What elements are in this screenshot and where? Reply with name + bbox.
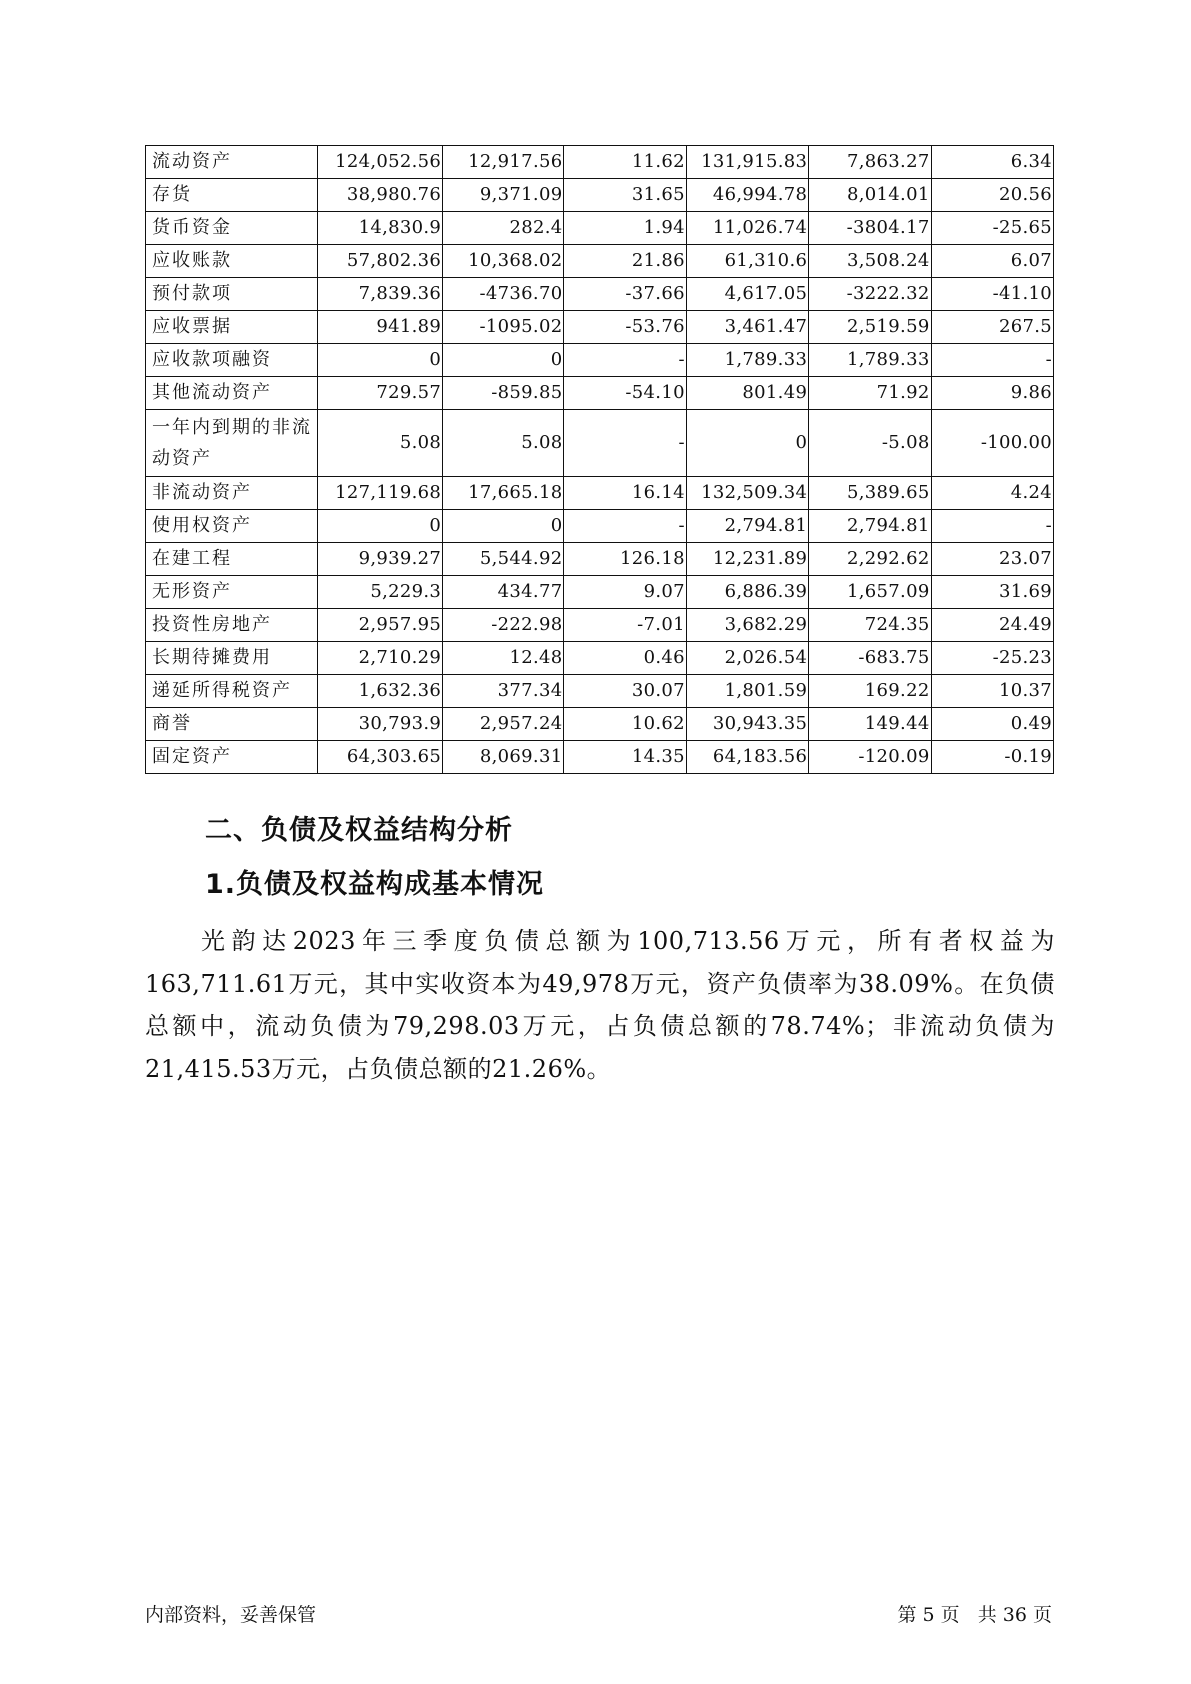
cell-c2: 8,069.31: [443, 741, 564, 774]
cell-c6: -25.65: [931, 212, 1053, 245]
cell-c1: 7,839.36: [317, 278, 443, 311]
cell-c4: 3,461.47: [686, 311, 808, 344]
table-row: [146, 708, 1054, 741]
cell-c6: -25.23: [931, 642, 1053, 675]
cell-c2: 5.08: [443, 410, 564, 477]
cell-c3: 10.62: [564, 708, 686, 741]
cell-c4: 30,943.35: [686, 708, 808, 741]
cell-c2: 9,371.09: [443, 179, 564, 212]
cell-c2: -859.85: [443, 377, 564, 410]
row-label: 使用权资产: [146, 510, 318, 543]
cell-c1: 57,802.36: [317, 245, 443, 278]
cell-c3: 1.94: [564, 212, 686, 245]
table-row: [146, 344, 1054, 377]
cell-c2: 377.34: [443, 675, 564, 708]
cell-c3: 21.86: [564, 245, 686, 278]
cell-c1: 5.08: [317, 410, 443, 477]
table-body: [146, 146, 1054, 774]
row-label: 预付款项: [146, 278, 318, 311]
cell-c5: 724.35: [809, 609, 931, 642]
table-row: [146, 245, 1054, 278]
cell-c1: 124,052.56: [317, 146, 443, 179]
section-subheading: 1.负债及权益构成基本情况: [205, 869, 545, 900]
row-label: 商誉: [146, 708, 318, 741]
cell-c5: -683.75: [809, 642, 931, 675]
table-row: [146, 146, 1054, 179]
cell-c4: 64,183.56: [686, 741, 808, 774]
cell-c1: 5,229.3: [317, 576, 443, 609]
footer-confidential-note: 内部资料，妥善保管: [145, 1604, 317, 1626]
cell-c5: -5.08: [809, 410, 931, 477]
cell-c1: 0: [317, 344, 443, 377]
row-label: 非流动资产: [146, 477, 318, 510]
cell-c1: 941.89: [317, 311, 443, 344]
cell-c6: 0.49: [931, 708, 1053, 741]
row-label: 货币资金: [146, 212, 318, 245]
cell-c4: 2,026.54: [686, 642, 808, 675]
cell-c3: 11.62: [564, 146, 686, 179]
cell-c1: 2,710.29: [317, 642, 443, 675]
cell-c1: 64,303.65: [317, 741, 443, 774]
cell-c3: 126.18: [564, 543, 686, 576]
table-row: [146, 741, 1054, 774]
cell-c2: 282.4: [443, 212, 564, 245]
cell-c6: -41.10: [931, 278, 1053, 311]
cell-c2: 17,665.18: [443, 477, 564, 510]
cell-c6: -0.19: [931, 741, 1053, 774]
cell-c4: 1,789.33: [686, 344, 808, 377]
cell-c3: 14.35: [564, 741, 686, 774]
cell-c6: 31.69: [931, 576, 1053, 609]
cell-c4: 0: [686, 410, 808, 477]
cell-c3: -: [564, 510, 686, 543]
row-label: 应收票据: [146, 311, 318, 344]
table-row: [146, 212, 1054, 245]
row-label: 存货: [146, 179, 318, 212]
cell-c5: -3222.32: [809, 278, 931, 311]
row-label: 流动资产: [146, 146, 318, 179]
cell-c2: 434.77: [443, 576, 564, 609]
row-label: 应收账款: [146, 245, 318, 278]
cell-c2: -222.98: [443, 609, 564, 642]
cell-c2: 0: [443, 510, 564, 543]
cell-c3: -: [564, 410, 686, 477]
cell-c1: 1,632.36: [317, 675, 443, 708]
row-label: 递延所得税资产: [146, 675, 318, 708]
cell-c3: -7.01: [564, 609, 686, 642]
row-label: 长期待摊费用: [146, 642, 318, 675]
cell-c4: 61,310.6: [686, 245, 808, 278]
table-row: [146, 576, 1054, 609]
cell-c4: 3,682.29: [686, 609, 808, 642]
table-row: [146, 642, 1054, 675]
cell-c3: 16.14: [564, 477, 686, 510]
table-row: [146, 609, 1054, 642]
cell-c4: 131,915.83: [686, 146, 808, 179]
cell-c6: -: [931, 510, 1053, 543]
table-row: [146, 675, 1054, 708]
cell-c6: 20.56: [931, 179, 1053, 212]
cell-c5: 149.44: [809, 708, 931, 741]
cell-c4: 46,994.78: [686, 179, 808, 212]
cell-c6: 23.07: [931, 543, 1053, 576]
cell-c1: 30,793.9: [317, 708, 443, 741]
table-row: [146, 377, 1054, 410]
cell-c2: -4736.70: [443, 278, 564, 311]
body-paragraph: 光韵达2023年三季度负债总额为100,713.56万元，所有者权益为163,711.61万元，其中实收资本为49,978万元，资产负债率为38.09%。在负债总额中，流动负债为79,298.03万元，占负债总额的78.74%；非流动负债为21,415.53万元，占负债总额的21.26%。: [145, 927, 1055, 1083]
cell-c3: 30.07: [564, 675, 686, 708]
cell-c3: -: [564, 344, 686, 377]
cell-c1: 38,980.76: [317, 179, 443, 212]
table-row: [146, 477, 1054, 510]
row-label: 一年内到期的非流动资产: [146, 410, 318, 477]
cell-c1: 0: [317, 510, 443, 543]
cell-c6: -: [931, 344, 1053, 377]
cell-c5: 7,863.27: [809, 146, 931, 179]
cell-c6: 24.49: [931, 609, 1053, 642]
cell-c6: 10.37: [931, 675, 1053, 708]
cell-c5: 2,794.81: [809, 510, 931, 543]
cell-c4: 4,617.05: [686, 278, 808, 311]
row-label: 固定资产: [146, 741, 318, 774]
footer-page-number: 第 5 页 共 36 页: [897, 1604, 1052, 1626]
cell-c2: 5,544.92: [443, 543, 564, 576]
asset-change-table: [145, 145, 1054, 774]
cell-c6: 4.24: [931, 477, 1053, 510]
cell-c4: 1,801.59: [686, 675, 808, 708]
cell-c5: -120.09: [809, 741, 931, 774]
table-row: [146, 179, 1054, 212]
table-row: [146, 543, 1054, 576]
row-label: 投资性房地产: [146, 609, 318, 642]
cell-c5: -3804.17: [809, 212, 931, 245]
cell-c5: 8,014.01: [809, 179, 931, 212]
cell-c6: 267.5: [931, 311, 1053, 344]
cell-c4: 801.49: [686, 377, 808, 410]
cell-c6: 6.34: [931, 146, 1053, 179]
cell-c1: 14,830.9: [317, 212, 443, 245]
cell-c2: 0: [443, 344, 564, 377]
row-label: 应收款项融资: [146, 344, 318, 377]
cell-c2: 12.48: [443, 642, 564, 675]
cell-c5: 71.92: [809, 377, 931, 410]
cell-c1: 2,957.95: [317, 609, 443, 642]
cell-c3: -37.66: [564, 278, 686, 311]
cell-c2: 12,917.56: [443, 146, 564, 179]
cell-c5: 169.22: [809, 675, 931, 708]
cell-c5: 1,789.33: [809, 344, 931, 377]
section-heading: 二、负债及权益结构分析: [205, 815, 513, 846]
cell-c3: 31.65: [564, 179, 686, 212]
table-row: [146, 278, 1054, 311]
cell-c5: 2,519.59: [809, 311, 931, 344]
row-label: 其他流动资产: [146, 377, 318, 410]
cell-c5: 2,292.62: [809, 543, 931, 576]
table-row: [146, 510, 1054, 543]
cell-c6: -100.00: [931, 410, 1053, 477]
cell-c3: -54.10: [564, 377, 686, 410]
cell-c2: 10,368.02: [443, 245, 564, 278]
cell-c1: 9,939.27: [317, 543, 443, 576]
cell-c5: 1,657.09: [809, 576, 931, 609]
cell-c5: 5,389.65: [809, 477, 931, 510]
cell-c6: 6.07: [931, 245, 1053, 278]
cell-c4: 11,026.74: [686, 212, 808, 245]
table-row: [146, 410, 1054, 477]
cell-c3: -53.76: [564, 311, 686, 344]
cell-c1: 127,119.68: [317, 477, 443, 510]
cell-c4: 12,231.89: [686, 543, 808, 576]
cell-c2: 2,957.24: [443, 708, 564, 741]
cell-c4: 2,794.81: [686, 510, 808, 543]
table-row: [146, 311, 1054, 344]
cell-c6: 9.86: [931, 377, 1053, 410]
cell-c3: 9.07: [564, 576, 686, 609]
cell-c1: 729.57: [317, 377, 443, 410]
cell-c4: 132,509.34: [686, 477, 808, 510]
cell-c2: -1095.02: [443, 311, 564, 344]
row-label: 在建工程: [146, 543, 318, 576]
cell-c5: 3,508.24: [809, 245, 931, 278]
row-label: 无形资产: [146, 576, 318, 609]
cell-c3: 0.46: [564, 642, 686, 675]
cell-c4: 6,886.39: [686, 576, 808, 609]
